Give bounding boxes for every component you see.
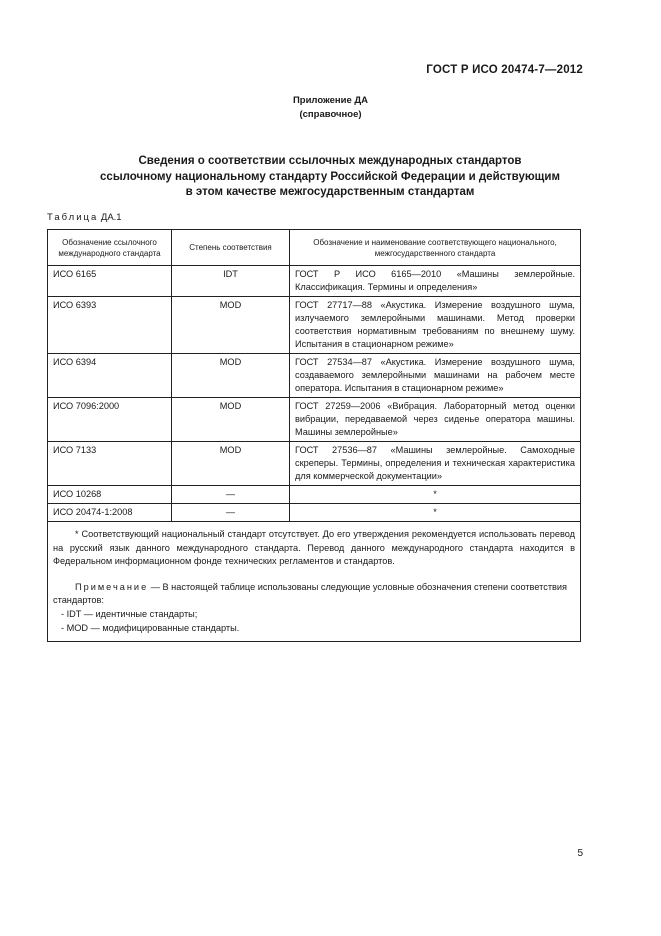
cell-reference: ИСО 6165 xyxy=(48,266,172,297)
header-degree: Степень соответствия xyxy=(172,230,290,266)
title-line-3: в этом качестве межгосударственным стандартам xyxy=(185,186,475,198)
table-footer-row xyxy=(48,522,581,642)
cell-reference: ИСО 6394 xyxy=(48,354,172,398)
cell-reference: ИСО 10268 xyxy=(48,486,172,504)
cell-national: * xyxy=(290,504,581,522)
table-row xyxy=(48,266,581,297)
cell-reference: ИСО 6393 xyxy=(48,297,172,354)
cell-national: ГОСТ 27534—87 «Акустика. Измерение воздушного шума, создаваемого землеройными машинами на рабочем месте оператора. Испытания в стационарном режиме» xyxy=(290,354,581,398)
annex-subtitle: (справочное) xyxy=(299,109,362,120)
cell-national: * xyxy=(290,486,581,504)
table-row xyxy=(48,442,581,486)
cell-degree: — xyxy=(172,486,290,504)
table-row xyxy=(48,297,581,354)
note-word: Примечание xyxy=(75,581,149,592)
cell-national: ГОСТ 27717—88 «Акустика. Измерение воздушного шума, излучаемого землеройными машинами. Метод проверки соответствия нормативным требованиям по внешнему шуму. Испытания в стационарном режиме» xyxy=(290,297,581,354)
title-line-2: ссылочному национальному стандарту Российской Федерации и действующим xyxy=(100,170,560,183)
cell-national: ГОСТ 27259—2006 «Вибрация. Лабораторный метод оценки вибрации, передаваемой через сиденье оператора машины. Машины землеройные» xyxy=(290,398,581,442)
note-item: - MOD — модифицированные стандарты. xyxy=(61,622,240,633)
cell-degree: MOD xyxy=(172,398,290,442)
document-code: ГОСТ Р ИСО 20474-7—2012 xyxy=(426,64,583,76)
cell-degree: MOD xyxy=(172,297,290,354)
footnote: * Соответствующий национальный стандарт отсутствует. До его утверждения рекомендуется использовать перевод на русский язык данного международного стандарта. Перевод данного международного стандарта находится в Федеральном информационном фонде технических регламентов и стандартов. xyxy=(53,529,575,567)
header-national: Обозначение и наименование соответствующего национального, межгосударственного стандарта xyxy=(290,230,581,266)
cell-reference: ИСО 7133 xyxy=(48,442,172,486)
table-label-number: ДА.1 xyxy=(100,212,122,223)
cell-degree: — xyxy=(172,504,290,522)
cell-national: ГОСТ 27536—87 «Машины землеройные. Самоходные скреперы. Термины, определения и техническая характеристика для коммерческой документации» xyxy=(290,442,581,486)
annex-heading xyxy=(0,94,661,122)
table-row xyxy=(48,354,581,398)
note-text: — В настоящей таблице использованы следующие условные обозначения степени соответствия стандартов: xyxy=(53,581,568,606)
annex-title: Приложение ДА xyxy=(292,95,369,106)
cell-degree: MOD xyxy=(172,442,290,486)
table-row xyxy=(48,398,581,442)
table-label xyxy=(47,212,122,223)
header-reference: Обозначение ссылочного международного стандарта xyxy=(48,230,172,266)
note xyxy=(53,581,575,608)
page-number: 5 xyxy=(577,848,583,859)
annex-main-title xyxy=(80,154,580,201)
cell-reference: ИСО 7096:2000 xyxy=(48,398,172,442)
cell-degree: MOD xyxy=(172,354,290,398)
table-label-word: Таблица xyxy=(47,212,99,223)
title-line-1: Сведения о соответствии ссылочных международных стандартов xyxy=(138,155,522,167)
cell-degree: IDT xyxy=(172,266,290,297)
table-row xyxy=(48,486,581,504)
table-row xyxy=(48,504,581,522)
cell-national: ГОСТ Р ИСО 6165—2010 «Машины землеройные. Классификация. Термины и определения» xyxy=(290,266,581,297)
note-item: - IDT — идентичные стандарты; xyxy=(61,608,198,619)
correspondence-table xyxy=(47,229,581,642)
cell-reference: ИСО 20474-1:2008 xyxy=(48,504,172,522)
table-footer xyxy=(48,522,581,642)
table-header-row xyxy=(48,230,581,266)
